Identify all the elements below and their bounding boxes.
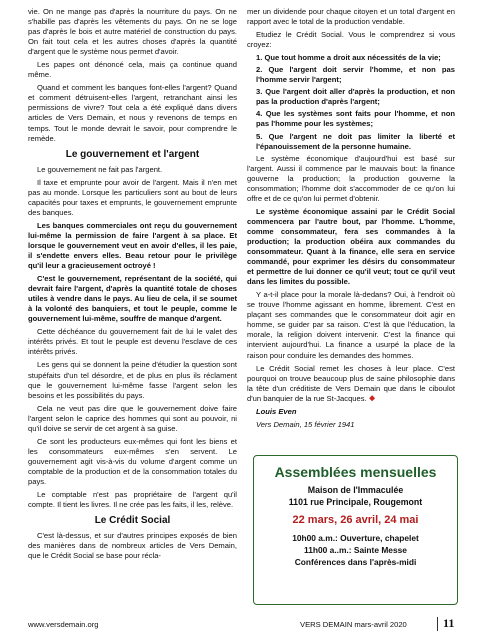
signature [247, 407, 455, 417]
schedule-line: Conférences dans l'après-midi [294, 557, 417, 567]
paragraph: Il taxe et emprunte pour avoir de l'argent. Mais il n'en met pas au monde. Lorsque les particuliers sont au bout de leurs capacités pour taxes et emprunts, le gouvernement emprunte des banques. [28, 177, 237, 217]
paragraph: C'est là-dessus, et sur d'autres principes exposés de bien des manières dans de nombreux articles de Vers Demain, que le Crédit Social se base pour récla- [28, 531, 237, 561]
paragraph: Les gens qui se donnent la peine d'étudier la question sont stupéfaits d'un tel désordre, et de plus en plus ils réclament que le gouvernement lui-même fasse l'argent selon les besoins et les possibilités du pays. [28, 360, 237, 400]
author-name: Louis Even [256, 406, 297, 416]
left-column [28, 7, 237, 564]
end-mark-icon: ❖ [368, 393, 376, 403]
paragraph: Le gouvernement ne fait pas l'argent. [37, 164, 163, 174]
schedule-line: 10h00 a.m.: Ouverture, chapelet [292, 533, 419, 543]
principle-item: 3. Que l'argent doit aller d'après la production, et non pas la production d'après l'argent; [256, 87, 455, 107]
page-number: 11 [443, 616, 455, 630]
paragraph-bold: Le système économique assaini par le Crédit Social commencera par l'autre bout, par l'homme. L'homme, comme consommateur, fera ses commandes à la production; la production obéira aux commandes du consommateur. Quant à la finance, elle sera en service commandé, pour exprimer les désirs du consommateur et permettre de lui donner ce qu'il veut; tout ce qu'il veut dans les limites du possible. [247, 206, 455, 287]
paragraph [247, 364, 455, 404]
principle-item: 5. Que l'argent ne doit pas limiter la liberté et l'épanouissement de la personne humaine. [256, 131, 455, 151]
meetings-box [253, 455, 458, 605]
paragraph: Les papes ont dénoncé cela, mais ça continue quand même. [28, 60, 237, 80]
venue-address: 1101 rue Principale, Rougemont [288, 497, 423, 507]
signature-source [247, 420, 455, 430]
paragraph-bold: C'est le gouvernement, représentant de la société, qui devrait faire l'argent, d'après la quantité totale de choses utiles à vendre dans le pays. Au lieu de cela, il se soumet à la volonté des banquiers, et tout le peuple, comme le gouvernement lui-même, souffre de manque d'argent. [28, 274, 237, 324]
section-heading: Le gouvernement et l'argent [65, 148, 200, 160]
paragraph: Cette déchéance du gouvernement fait de lui le valet des intérêts privés. Et tout le peuple est devenu l'esclave de ces intérêts privés. [28, 327, 237, 357]
right-column [247, 7, 455, 433]
principle-item: 4. Que les systèmes sont faits pour l'homme, et non pas l'homme pour les systèmes; [256, 109, 455, 129]
paragraph-bold: Les banques commerciales ont reçu du gouvernement lui-même la permission de faire l'argent à sa place. Et lorsque le gouvernement veut en avoir d'elles, il les paie, il s'endette envers elles. Beau retour pour le privilège qu'il leur a gracieusement octroyé ! [28, 220, 237, 271]
magazine-issue: VERS DEMAIN mars-avril 2020 [300, 620, 407, 629]
venue-name: Maison de l'Immaculée [307, 485, 404, 495]
source-date: Vers Demain, 15 février 1941 [256, 419, 355, 429]
meeting-dates: 22 mars, 26 avril, 24 mai [292, 514, 419, 526]
website-link[interactable]: www.versdemain.org [28, 620, 99, 629]
footer-divider [437, 617, 438, 631]
paragraph: Etudiez le Crédit Social. Vous le comprendrez si vous croyez: [247, 30, 455, 50]
schedule-line: 11h00 a..m.: Sainte Messe [304, 545, 407, 555]
paragraph: mer un dividende pour chaque citoyen et un total d'argent en rapport avec le total de la production vendable. [247, 7, 455, 27]
principle-item: 1. Que tout homme a droit aux nécessités de la vie; [256, 53, 441, 63]
paragraph: Quand et comment les banques font-elles l'argent? Quand et comment détruisent-elles l'argent, retranchant ainsi les permissions de vivre? Tout cela a été expliqué dans divers articles de Vers Demain, et nous y revenons de temps en temps. Tout le monde devrait le savoir, pour comprendre le remède. [28, 83, 237, 143]
section-heading: Le Crédit Social [94, 515, 171, 527]
paragraph: Le comptable n'est pas propriétaire de l'argent qu'il compte. Il tient les livres. Il ne crée pas les faits, il les, relève. [28, 490, 237, 510]
page-footer [0, 616, 480, 636]
paragraph: Le système économique d'aujourd'hui est basé sur l'argent. Aussi il commence par le mauvais bout: la finance gouverne la production; la production gouverne la consommation; l'homme doit s'accommoder de ce qu'on lui offre et de ce qu'on lui permet d'obtenir. [247, 153, 455, 203]
paragraph-text: Le Crédit Social remet les choses à leur place. C'est pourquoi on trouve beaucoup plus de saine philosophie dans la tête d'un créditiste de Vers Demain que dans le ciboulot d'un banquier de la rue St-Jacques. [247, 363, 455, 403]
principle-item: 2. Que l'argent doit servir l'homme, et non pas l'homme servir l'argent; [256, 65, 455, 85]
paragraph: Cela ne veut pas dire que le gouvernement doive faire l'argent selon le caprice des hommes qui sont au pouvoir, ni qu'il doive se servir de cet argent à sa guise. [28, 403, 237, 433]
paragraph: vie. On ne mange pas d'après la nourriture du pays. On ne s'habille pas d'après les vêtements du pays. On ne se loge pas d'après le bois et autre matériel de construction du pays. On fait tout cela et les autres choses d'après la quantité d'argent que le système nous permet d'avoir. [28, 7, 237, 57]
paragraph: Ce sont les producteurs eux-mêmes qui font les biens et les consommateurs eux-mêmes s'en servent. Le gouvernement agit vis-à-vis du volume d'argent comme un comptable de la production et de la consommation totales du pays. [28, 436, 237, 486]
box-title: Assemblées mensuelles [274, 464, 437, 480]
paragraph: Y a-t-il place pour la morale là-dedans? Oui, à l'endroit où se trouve l'homme agissant en homme, librement. C'est en plaçant ses commandes que le consommateur doit agir en homme, se guider par sa raison. C'est là que l'éducation, la morale, la religion doivent intervenir. C'est la finance qui intervient aujourd'hui. La finance a usurpé la place de la raison pour conduire les demandes des hommes. [247, 290, 455, 360]
